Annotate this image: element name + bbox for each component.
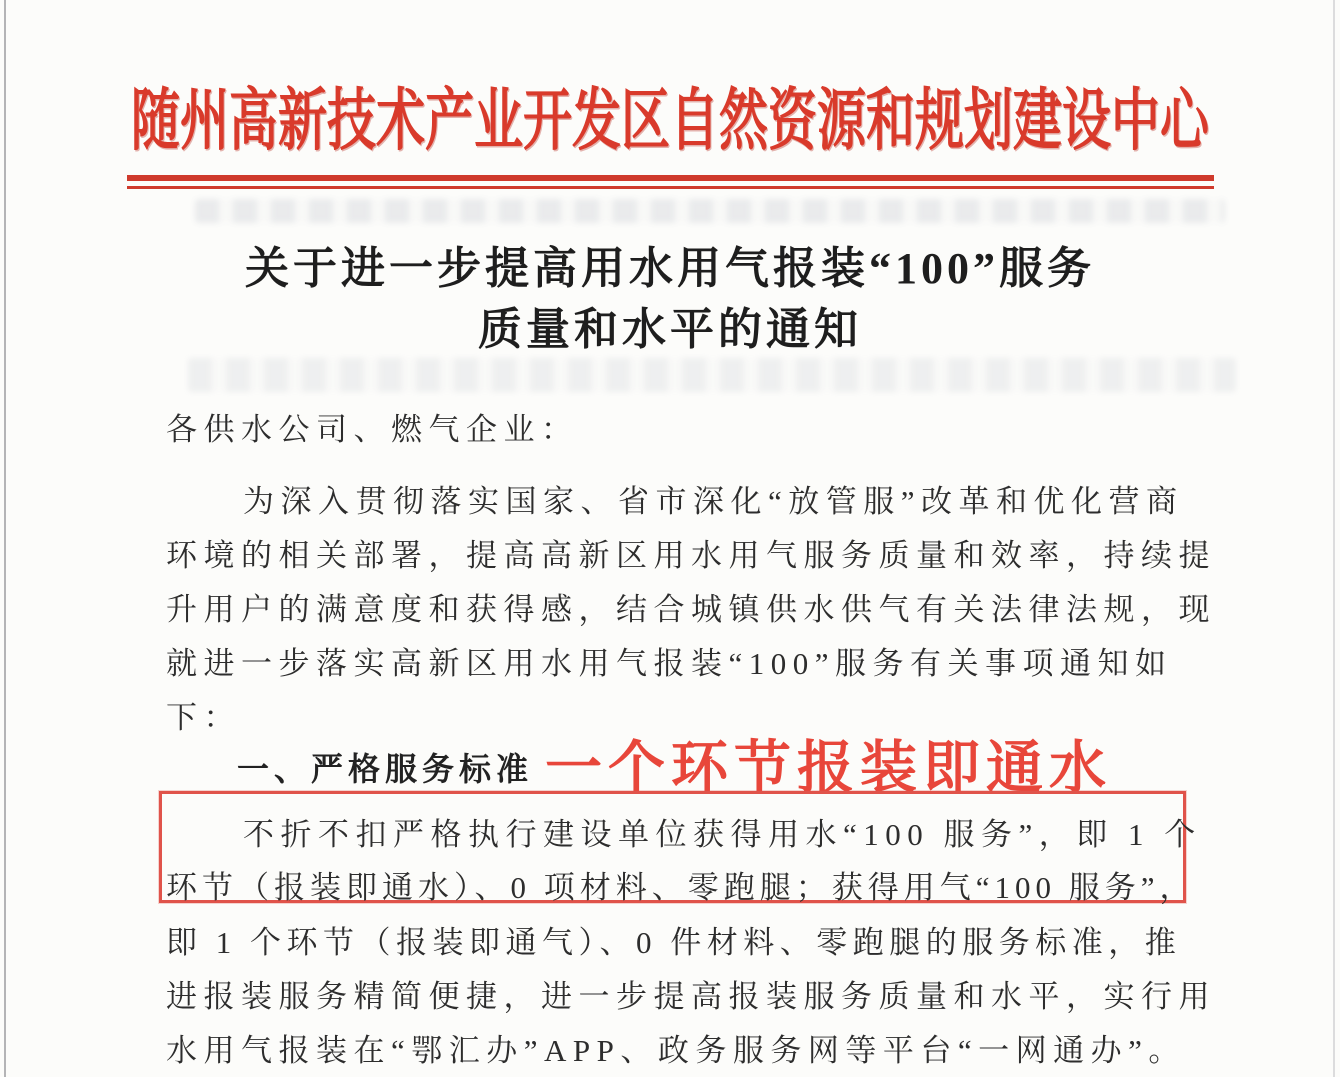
red-annotation-overlay: 一个环节报装即通水 bbox=[545, 736, 1112, 800]
paragraph2-line3: 水用气报装在“鄂汇办”APP、政务服务网等平台“一网通办”。 bbox=[166, 1033, 1186, 1068]
paragraph2-line2: 进报装服务精简便捷，进一步提高报装服务质量和水平，实行用 bbox=[166, 979, 1216, 1014]
paragraph1-line2: 环境的相关部署，提高高新区用水用气服务质量和效率，持续提 bbox=[166, 538, 1216, 573]
section1-heading: 一、严格服务标准 bbox=[237, 751, 534, 787]
paragraph1-line4: 就进一步落实高新区用水用气报装“100”服务有关事项通知如 bbox=[166, 646, 1173, 681]
salutation: 各供水公司、燃气企业： bbox=[166, 412, 579, 447]
paragraph1-line1: 为深入贯彻落实国家、省市深化“放管服”改革和优化营商 bbox=[243, 484, 1184, 519]
paragraph2-line1: 即 1 个环节（报装即通气）、0 件材料、零跑腿的服务标准，推 bbox=[166, 925, 1182, 960]
letterhead-org-name: 随州高新技术产业开发区自然资源和规划建设中心 bbox=[130, 82, 1209, 159]
bleed-through-artifact bbox=[195, 199, 1225, 223]
bleed-through-artifact bbox=[188, 358, 1236, 392]
document-title bbox=[0, 238, 1340, 360]
document-title-line1: 关于进一步提高用水用气报装“100”服务 bbox=[245, 244, 1095, 293]
letterhead-rule-thin bbox=[127, 186, 1214, 189]
paragraph1-line3: 升用户的满意度和获得感，结合城镇供水供气有关法律法规，现 bbox=[166, 592, 1216, 627]
boxed-line1: 不折不扣严格执行建设单位获得用水“100 服务”，即 1 个 bbox=[243, 817, 1202, 852]
document-title-line2: 质量和水平的通知 bbox=[478, 305, 862, 354]
boxed-line2: 环节（报装即通水）、0 项材料、零跑腿；获得用气“100 服务”， bbox=[166, 870, 1196, 905]
paragraph1-line5: 下： bbox=[166, 700, 241, 735]
letterhead-rule-thick bbox=[127, 175, 1214, 181]
